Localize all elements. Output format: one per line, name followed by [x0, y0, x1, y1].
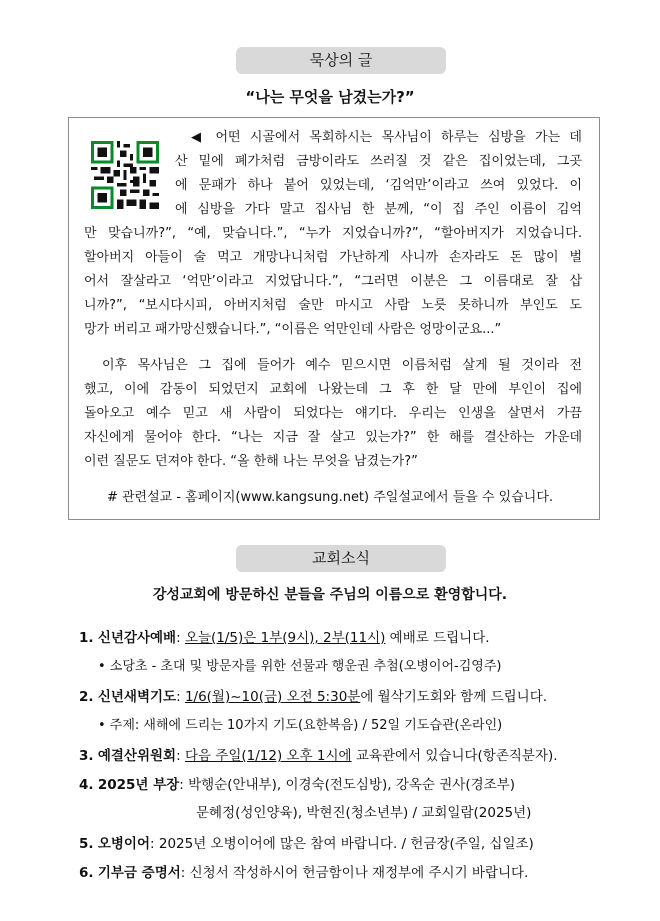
item-text: 에 월삭기도회와 함께 드립니다. [360, 689, 548, 705]
text-line: ◀ 어떤 시골에서 목회하시는 목사님이 하루는 심방을 가는 데 [191, 130, 582, 145]
text-line: 망가 버리고 패가망신했습니다.”, “이름은 억만인데 사람은 엉망이군요...” [84, 322, 502, 337]
news-item-6 [79, 861, 528, 881]
item-text: 박행순(안내부), 이경숙(전도심방), 강옥순 권사(경조부) [183, 777, 516, 793]
text-line: 에 문패가 하나 붙어 있었는데, ‘김억만’이라고 쓰여 있었다. 이 [175, 178, 582, 193]
item-text: 교육관에서 있습니다(항존직분자). [351, 748, 558, 764]
text-line: 에 심방을 가다 말고 집사님 한 분께, “이 집 주인 이름이 김억 [175, 202, 582, 217]
qr-code-icon[interactable] [91, 141, 159, 209]
text-line: 니까?”, “보시다시피, 아버지처럼 술만 마시고 사람 노릇 못하니까 부인도 도 [84, 298, 582, 313]
meditation-title: “나는 무엇을 남겼는가?” [245, 88, 415, 106]
text-line: 산 밑에 폐가처럼 금방이라도 쓰러질 것 같은 집이었는데, 그곳 [175, 154, 582, 169]
item-number: 3. [79, 748, 94, 764]
item-label: 신년새벽기도 [97, 689, 177, 705]
item-colon: : [176, 689, 181, 705]
text-line: 자신에게 물어야 한다. “나는 지금 잘 살고 있는가?” 한 해를 결산하는 가운데 [84, 430, 582, 445]
item-number: 2. [79, 689, 94, 705]
text-line: 이후 목사님은 그 집에 들어가 예수 믿으시면 이름처럼 살게 될 것이라 전 [102, 358, 582, 373]
item-number: 5. [79, 836, 94, 852]
meditation-header: 묵상의 글 [236, 47, 446, 74]
news-header: 교회소식 [236, 545, 446, 572]
item-label: 예결산위원회 [97, 748, 177, 764]
item-highlight: 오늘(1/5)은 1부(9시), 2부(11시) [184, 630, 386, 646]
text-line: 했고, 이에 감동이 되었던지 교회에 나왔는데 그 후 한 달 만에 부인이 집에 [84, 382, 582, 397]
text-line: 만 맞습니까?”, “예, 맞습니다.”, “누가 지었습니까?”, “할아버지가 지었습니다. [84, 226, 582, 241]
sermon-note: # 관련설교 - 홈페이지(www.kangsung.net) 주일설교에서 들을 수 있습니다. [106, 490, 554, 505]
news-item-5 [79, 832, 534, 852]
news-item-1 [79, 626, 490, 646]
text-line: 어서 잘살라고 ‘억만’이라고 지었답니다.”, “그러면 이분은 그 이름대로 잘 삽 [84, 274, 582, 289]
item-colon: : [176, 630, 181, 646]
item-number: 4. [79, 777, 94, 793]
text-line: 돌아오고 예수 믿고 새 사람이 되었다는 얘기다. 우리는 인생을 살면서 가끔 [84, 406, 582, 421]
item-label: 2025년 부장 [97, 777, 180, 793]
welcome-message: 강성교회에 방문하신 분들을 주님의 이름으로 환영합니다. [152, 587, 508, 603]
item-text: 예배로 드립니다. [385, 630, 490, 646]
item-colon: : [180, 865, 186, 881]
item-highlight: 1/6(월)~10(금) 오전 5:30분 [184, 689, 361, 705]
item-colon: : [150, 836, 155, 852]
news-item-4 [79, 773, 515, 793]
item-label: 기부금 증명서 [97, 865, 181, 881]
text-line: 이런 질문도 던져야 한다. “올 한해 나는 무엇을 남겼는가?” [84, 454, 418, 469]
news-item-3 [79, 744, 558, 764]
item-label: 오병이어 [97, 836, 150, 852]
news-subitem-1: • 소당초 - 초대 및 방문자를 위한 선물과 행운권 추첨(오병이어-김영주) [98, 659, 502, 674]
item-label: 신년감사예배 [97, 630, 177, 646]
item-colon: : [179, 777, 184, 793]
item-highlight: 다음 주일(1/12) 오후 1시에 [184, 748, 352, 764]
news-item-4-continued: 문혜정(성인양육), 박현진(청소년부) / 교회일람(2025년) [196, 805, 532, 821]
item-number: 6. [79, 865, 94, 881]
item-colon: : [176, 748, 181, 764]
news-subitem-2: • 주제: 새해에 드리는 10가지 기도(요한복음) / 52일 기도습관(온라인) [98, 718, 503, 733]
news-item-2 [79, 685, 547, 705]
item-number: 1. [79, 630, 94, 646]
item-text: 신청서 작성하시어 헌금함이나 재정부에 주시기 바랍니다. [185, 865, 529, 881]
item-text: 2025년 오병이어에 많은 참여 바랍니다. / 헌금장(주일, 십일조) [154, 836, 534, 852]
text-line: 할아버지 아들이 술 먹고 개망나니처럼 가난하게 사니까 손자라도 돈 많이 벌 [84, 250, 582, 265]
